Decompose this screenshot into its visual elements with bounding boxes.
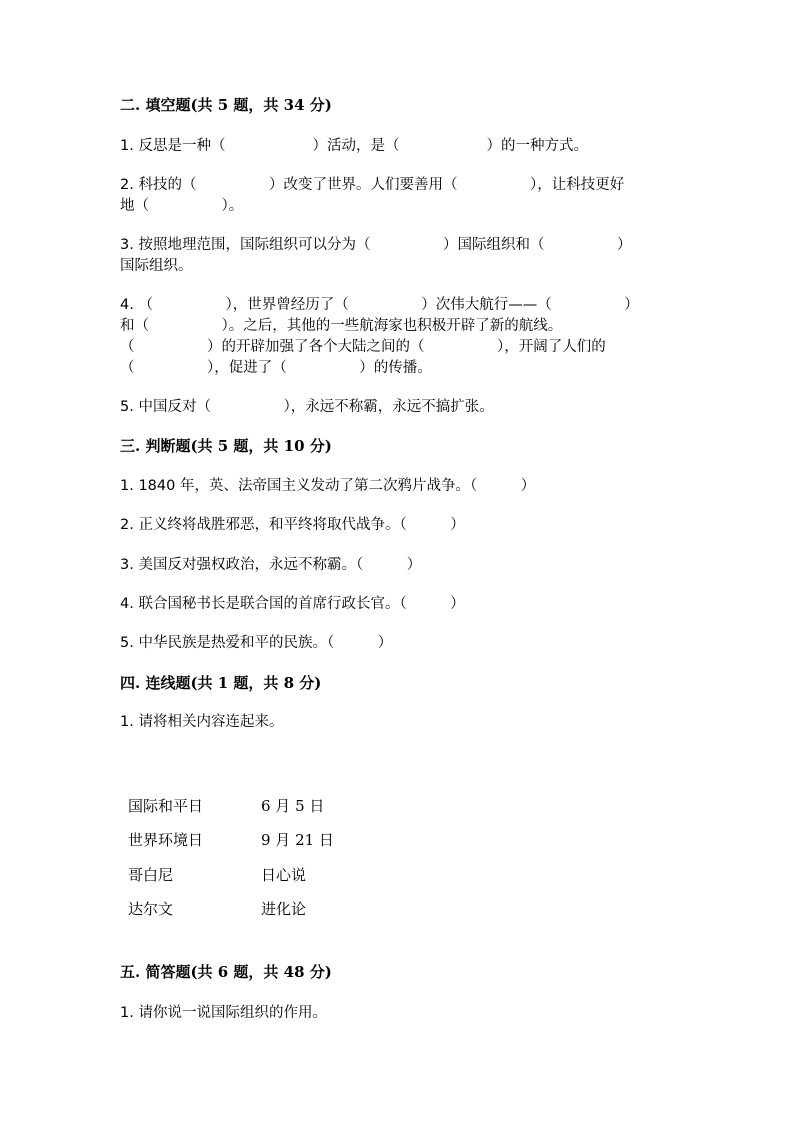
fill-blank-question-4-line-1: 4. （ ），世界曾经历了（ ）次伟大航行——（ ） [120,297,639,313]
matching-question-1: 1. 请将相关内容连起来。 [120,714,284,730]
matching-row [128,788,381,823]
short-answer-question-1: 1. 请你说一说国际组织的作用。 [120,1005,327,1021]
matching-left-item: 世界环境日 [128,831,204,850]
fill-blank-question-5: 5. 中国反对（ ），永远不称霸，永远不搞扩张。 [120,399,494,415]
true-false-question-3: 3. 美国反对强权政治，永远不称霸。（ ） [120,557,422,573]
fill-blank-question-4-line-4: （ ），促进了（ ）的传播。 [120,360,432,376]
fill-blank-question-4-line-3: （ ）的开辟加强了各个大陆之间的（ ），开阔了人们的 [120,339,606,355]
matching-row [128,823,381,858]
section-heading-fill-blank: 二. 填空题(共 5 题，共 34 分) [120,96,332,114]
fill-blank-question-1: 1. 反思是一种（ ）活动，是（ ）的一种方式。 [120,138,588,154]
matching-left-item: 达尔文 [128,900,174,919]
matching-row [128,857,381,892]
fill-blank-question-2-line-2: 地（ ）。 [120,198,244,214]
matching-left-item: 国际和平日 [128,796,204,815]
fill-blank-question-3-line-1: 3. 按照地理范围，国际组织可以分为（ ）国际组织和（ ） [120,237,632,253]
true-false-question-4: 4. 联合国秘书长是联合国的首席行政长官。（ ） [120,596,465,612]
matching-right-item: 9 月 21 日 [261,831,334,850]
matching-table [128,788,381,926]
matching-right-item: 日心说 [261,865,307,884]
section-heading-true-false: 三. 判断题(共 5 题，共 10 分) [120,437,332,455]
matching-right-item: 进化论 [261,900,307,919]
true-false-question-2: 2. 正义终将战胜邪恶，和平终将取代战争。（ ） [120,517,465,533]
matching-right-item: 6 月 5 日 [261,796,325,815]
section-heading-matching: 四. 连线题(共 1 题，共 8 分) [120,674,322,692]
fill-blank-question-2-line-1: 2. 科技的（ ）改变了世界。人们要善用（ ），让科技更好 [120,177,625,193]
true-false-question-5: 5. 中华民族是热爱和平的民族。（ ） [120,635,393,651]
fill-blank-question-3-line-2: 国际组织。 [120,258,193,274]
matching-left-item: 哥白尼 [128,865,174,884]
true-false-question-1: 1. 1840 年，英、法帝国主义发动了第二次鸦片战争。（ ） [120,478,536,494]
section-heading-short-answer: 五. 简答题(共 6 题，共 48 分) [120,963,332,981]
fill-blank-question-4-line-2: 和（ ）。之后，其他的一些航海家也积极开辟了新的航线。 [120,318,563,334]
matching-row [128,892,381,927]
